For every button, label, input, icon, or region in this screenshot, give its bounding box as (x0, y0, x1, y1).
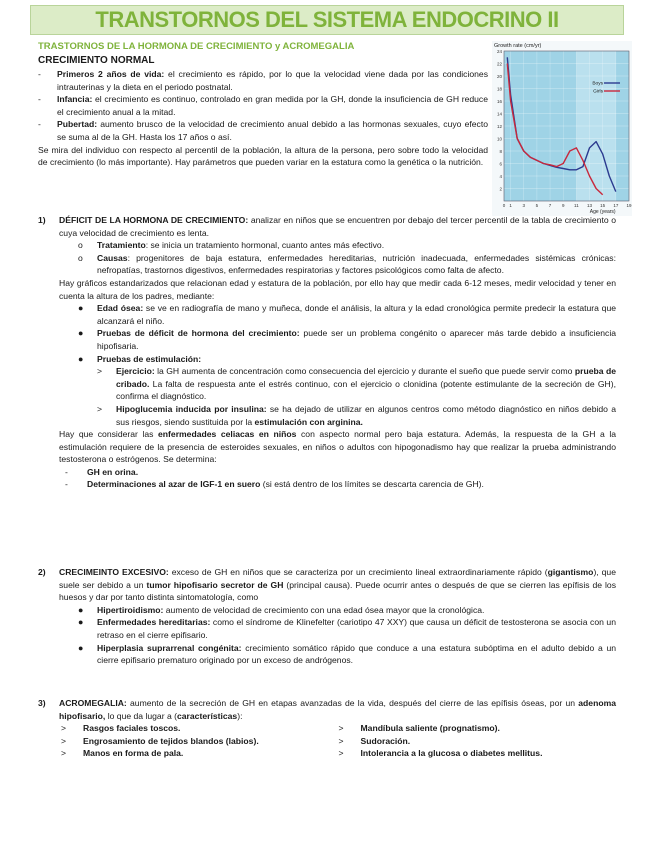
growth-rate-chart (492, 41, 632, 216)
list-item (38, 118, 488, 143)
section-text: lo que da lugar a ( (105, 710, 177, 721)
y-tick-label: 14 (496, 111, 502, 117)
y-tick-label: 8 (499, 148, 502, 154)
arrow-icon: > (97, 366, 103, 377)
list-marker: o (78, 252, 83, 263)
paragraph (38, 428, 616, 466)
item-label: Sudoración. (360, 735, 411, 746)
item-label: Pubertad: (57, 119, 98, 130)
section-title: DÉFICIT DE LA HORMONA DE CRECIMIENTO: (59, 215, 249, 225)
item-label: Manos en forma de pala. (83, 748, 184, 759)
item-label: Hipertiroidismo: (97, 604, 164, 615)
item-text: : progenitores de baja estatura, enfermedades hereditarias, nutrición inadecuada, enfermedades sistémicas crónicas: nefropatías, trastornos digestivos, enfermedades respiratorias y factores psicológicos como falta de afecto. (97, 252, 616, 276)
bullet-icon: ● (78, 328, 84, 339)
list-item (339, 722, 617, 735)
list-item (339, 747, 617, 760)
paragraph-emphasis: enfermedades celiacas en niños (158, 429, 297, 440)
list-item (38, 604, 616, 617)
item-text: aumento brusco de la velocidad de crecimiento anual debido a las hormonas sexuales, cuyo efecto se suma al de la GH. Hasta los 17 años o así. (57, 119, 488, 142)
item-label: Pruebas de déficit de hormona del crecimiento: (97, 328, 300, 339)
list-item (38, 239, 616, 252)
x-tick-label: 13 (587, 203, 593, 208)
item-text: como el síndrome de Klinefelter (cariotipo 47 XXY) que causa un déficit de testosterona se asocia con un retraso en el cierre epifisario. (97, 617, 616, 640)
section-text: ): (237, 710, 243, 721)
item-emphasis: estimulación con arginina. (254, 416, 363, 427)
item-label: Causas (97, 252, 128, 263)
y-tick-label: 22 (496, 61, 502, 67)
item-text: crecimiento somático rápido que conduce a una estatura subóptima en el adulto debido a un cierre epifisario prematuro originado por un exceso de andrógenos. (97, 642, 617, 666)
x-tick-label: 11 (574, 203, 579, 208)
x-tick-label: 15 (600, 203, 606, 208)
list-item (38, 68, 488, 93)
item-label: Hiperplasia suprarrenal congénita: (97, 642, 242, 653)
list-item (38, 616, 616, 641)
section-text: aumento de la secreción de GH en etapas avanzadas de la vida, después del cierre de las epífisis óseas, por un (126, 698, 579, 708)
characteristics-right (339, 722, 617, 760)
list-marker: - (65, 479, 68, 490)
intro-paragraph: Se mira del individuo con respecto al percentil de la población, la altura de la persona, pero sobre todo la velocidad de crecimiento (lo más importante). Hay parámetros que pueden variar en la estatura como la genética o la nutrición. (38, 144, 488, 168)
x-tick-label: 17 (613, 203, 619, 208)
section-emphasis: gigantismo (547, 567, 594, 577)
list-item (61, 722, 339, 735)
arrow-icon: > (338, 748, 344, 759)
section-emphasis: tumor hipofisario secretor de GH (146, 579, 284, 590)
list-item (38, 302, 616, 327)
x-tick-label: 19 (626, 203, 632, 208)
y-tick-label: 20 (496, 73, 502, 79)
list-item (38, 327, 616, 352)
bullet-icon: ● (78, 353, 84, 364)
list-item (38, 93, 488, 118)
bullet-icon: ● (78, 642, 84, 653)
x-tick-label: 0 (502, 203, 506, 208)
list-item (38, 642, 616, 667)
item-label: Determinaciones al azar de IGF-1 en suero (87, 479, 261, 490)
section-emphasis: características (177, 710, 238, 721)
section-title: CRECIMEINTO EXCESIVO: (59, 567, 169, 577)
x-axis-label: Age (years) (589, 209, 616, 215)
item-text: aumento de velocidad de crecimiento con una edad ósea mayor que la cronológica. (163, 604, 485, 615)
arrow-icon: > (61, 723, 67, 734)
item-label: Ejercicio: (116, 366, 155, 377)
section-text: analizar en niños que se encuentren por debajo del tercer percentil de la tabla de crecimiento o cuya velocidad de crecimiento es lenta. (59, 215, 617, 238)
item-text: se ha dejado de utilizar en algunos centros como método diagnóstico en niños debido a sus riesgos, siendo sustituida por la (116, 403, 616, 427)
characteristics-list (38, 722, 616, 760)
y-tick-label: 24 (496, 48, 502, 54)
item-label: Pruebas de estimulación: (97, 353, 202, 364)
list-marker: - (65, 466, 68, 477)
item-label: Enfermedades hereditarias: (97, 617, 211, 628)
section-number: 2) (38, 567, 46, 577)
arrow-icon: > (61, 748, 67, 759)
intro-block (38, 68, 488, 169)
item-label: Infancia: (57, 94, 93, 105)
y-tick-label: 4 (499, 173, 502, 179)
paragraph-text: con aspecto normal pero baja estatura. Además, la respuesta de la GH a la estimulación requiere de la presencia de esteroides sexuales, en niños o adultos con hipogonadismo hay que realizar la prueba administrando testosterona o estrógenos. Se determina: (59, 429, 617, 465)
item-label: Intolerancia a la glucosa o diabetes mellitus. (360, 748, 543, 759)
x-tick-label: 9 (561, 203, 565, 208)
item-text: se ve en radiografía de mano y muñeca, donde el análisis, la altura y la edad cronológica permite predecir la estatura que alcanzará el niño. (97, 303, 616, 326)
bullet-icon: ● (78, 617, 84, 628)
x-tick-label: 5 (535, 203, 539, 208)
item-text: el crecimiento es rápido, por lo que la velocidad viene dada por las condiciones intrauterinas y la dieta en el periodo postnatal. (57, 69, 488, 92)
paragraph-text: Hay que considerar las (59, 429, 159, 440)
y-tick-label: 2 (499, 186, 502, 192)
list-marker: - (38, 94, 41, 105)
y-tick-label: 10 (496, 136, 502, 142)
arrow-icon: > (97, 403, 103, 414)
paragraph: Hay gráficos estandarizados que relacionan edad y estatura de la población, por ello hay que medir cada 6-12 meses, medir velocidad y tener en cuenta la altura de los padres, mediante: (59, 277, 616, 301)
list-item (38, 365, 616, 403)
item-text: puede ser un problema congénito o aparecer más tarde debido a insuficiencia hipofisaria. (97, 328, 617, 351)
list-item (339, 735, 617, 748)
item-label: Primeros 2 años de vida: (57, 69, 165, 79)
item-text: el crecimiento es continuo, controlado en gran medida por la GH, donde la insuficiencia de GH reduce el crecimiento anual a la mitad. (57, 94, 488, 117)
x-tick-label: 1 (509, 203, 512, 208)
item-label: GH en orina. (87, 466, 139, 477)
list-item (38, 466, 616, 479)
section-text: exceso de GH en niños que se caracteriza por un crecimiento lineal extraordinariamente rápido ( (168, 567, 548, 577)
item-label: Rasgos faciales toscos. (83, 723, 181, 734)
item-label: Tratamiento (97, 240, 146, 251)
item-text: la GH aumenta de concentración como consecuencia del ejercicio y durante el sueño que puede servir como (154, 366, 575, 377)
y-tick-label: 6 (499, 161, 502, 167)
list-item (38, 353, 616, 366)
legend-label: Girls (593, 89, 603, 95)
item-label: Engrosamiento de tejidos blandos (labios). (83, 735, 259, 746)
title-banner (30, 5, 624, 35)
section-3 (38, 697, 616, 760)
x-tick-label: 7 (548, 203, 552, 208)
list-marker: - (38, 69, 41, 79)
item-label: Mandíbula saliente (prognatismo). (360, 723, 500, 734)
arrow-icon: > (61, 735, 67, 746)
y-tick-label: 12 (496, 123, 502, 129)
section-title: ACROMEGALIA: (59, 698, 127, 708)
legend-label: Boys (592, 81, 603, 87)
section-heading: CRECIMIENTO NORMAL (38, 55, 155, 66)
characteristics-left (61, 722, 339, 760)
list-item (61, 735, 339, 748)
section-number: 3) (38, 698, 46, 708)
list-marker: - (38, 119, 41, 130)
bullet-icon: ● (78, 604, 84, 615)
arrow-icon: > (338, 735, 344, 746)
subtitle: TRASTORNOS DE LA HORMONA DE CRECIMIENTO y ACROMEGALIA (38, 41, 355, 52)
section-1 (38, 214, 616, 491)
item-label: Hipoglucemia inducida por insulina: (116, 403, 267, 414)
list-item (38, 252, 616, 277)
y-tick-label: 18 (496, 86, 502, 92)
list-marker: o (78, 240, 83, 251)
x-tick-label: 3 (522, 203, 525, 208)
list-item (38, 403, 616, 428)
item-text: : se inicia un tratamiento hormonal, cuanto antes más efectivo. (145, 240, 385, 251)
section-emphasis: adenoma hipofisario, (59, 698, 616, 721)
chart-title: Growth rate (cm/yr) (494, 43, 542, 49)
list-item (61, 747, 339, 760)
section-text: (principal causa). Puede ocurrir antes o después de que se cierren las epífisis de los huesos y dar por tanto distinta sintomatología, como (59, 579, 616, 603)
item-label: Edad ósea: (97, 303, 144, 314)
y-tick-label: 16 (496, 98, 502, 104)
bullet-icon: ● (78, 303, 84, 314)
section-2 (38, 566, 616, 667)
arrow-icon: > (338, 723, 344, 734)
item-text: La falta de respuesta ante el estrés continuo, con el ejercicio o clonidina (potente estimulante de la secreción de GH), confirma el diagnóstico. (116, 378, 616, 402)
list-item (38, 478, 616, 491)
item-emphasis: prueba de cribado. (116, 366, 616, 389)
section-text: ), que suele ser debido a un (59, 567, 616, 590)
section-number: 1) (38, 215, 46, 225)
page-title: TRANSTORNOS DEL SISTEMA ENDOCRINO II (95, 7, 559, 32)
item-text: (si está dentro de los límites se descarta carencia de GH). (260, 479, 484, 490)
